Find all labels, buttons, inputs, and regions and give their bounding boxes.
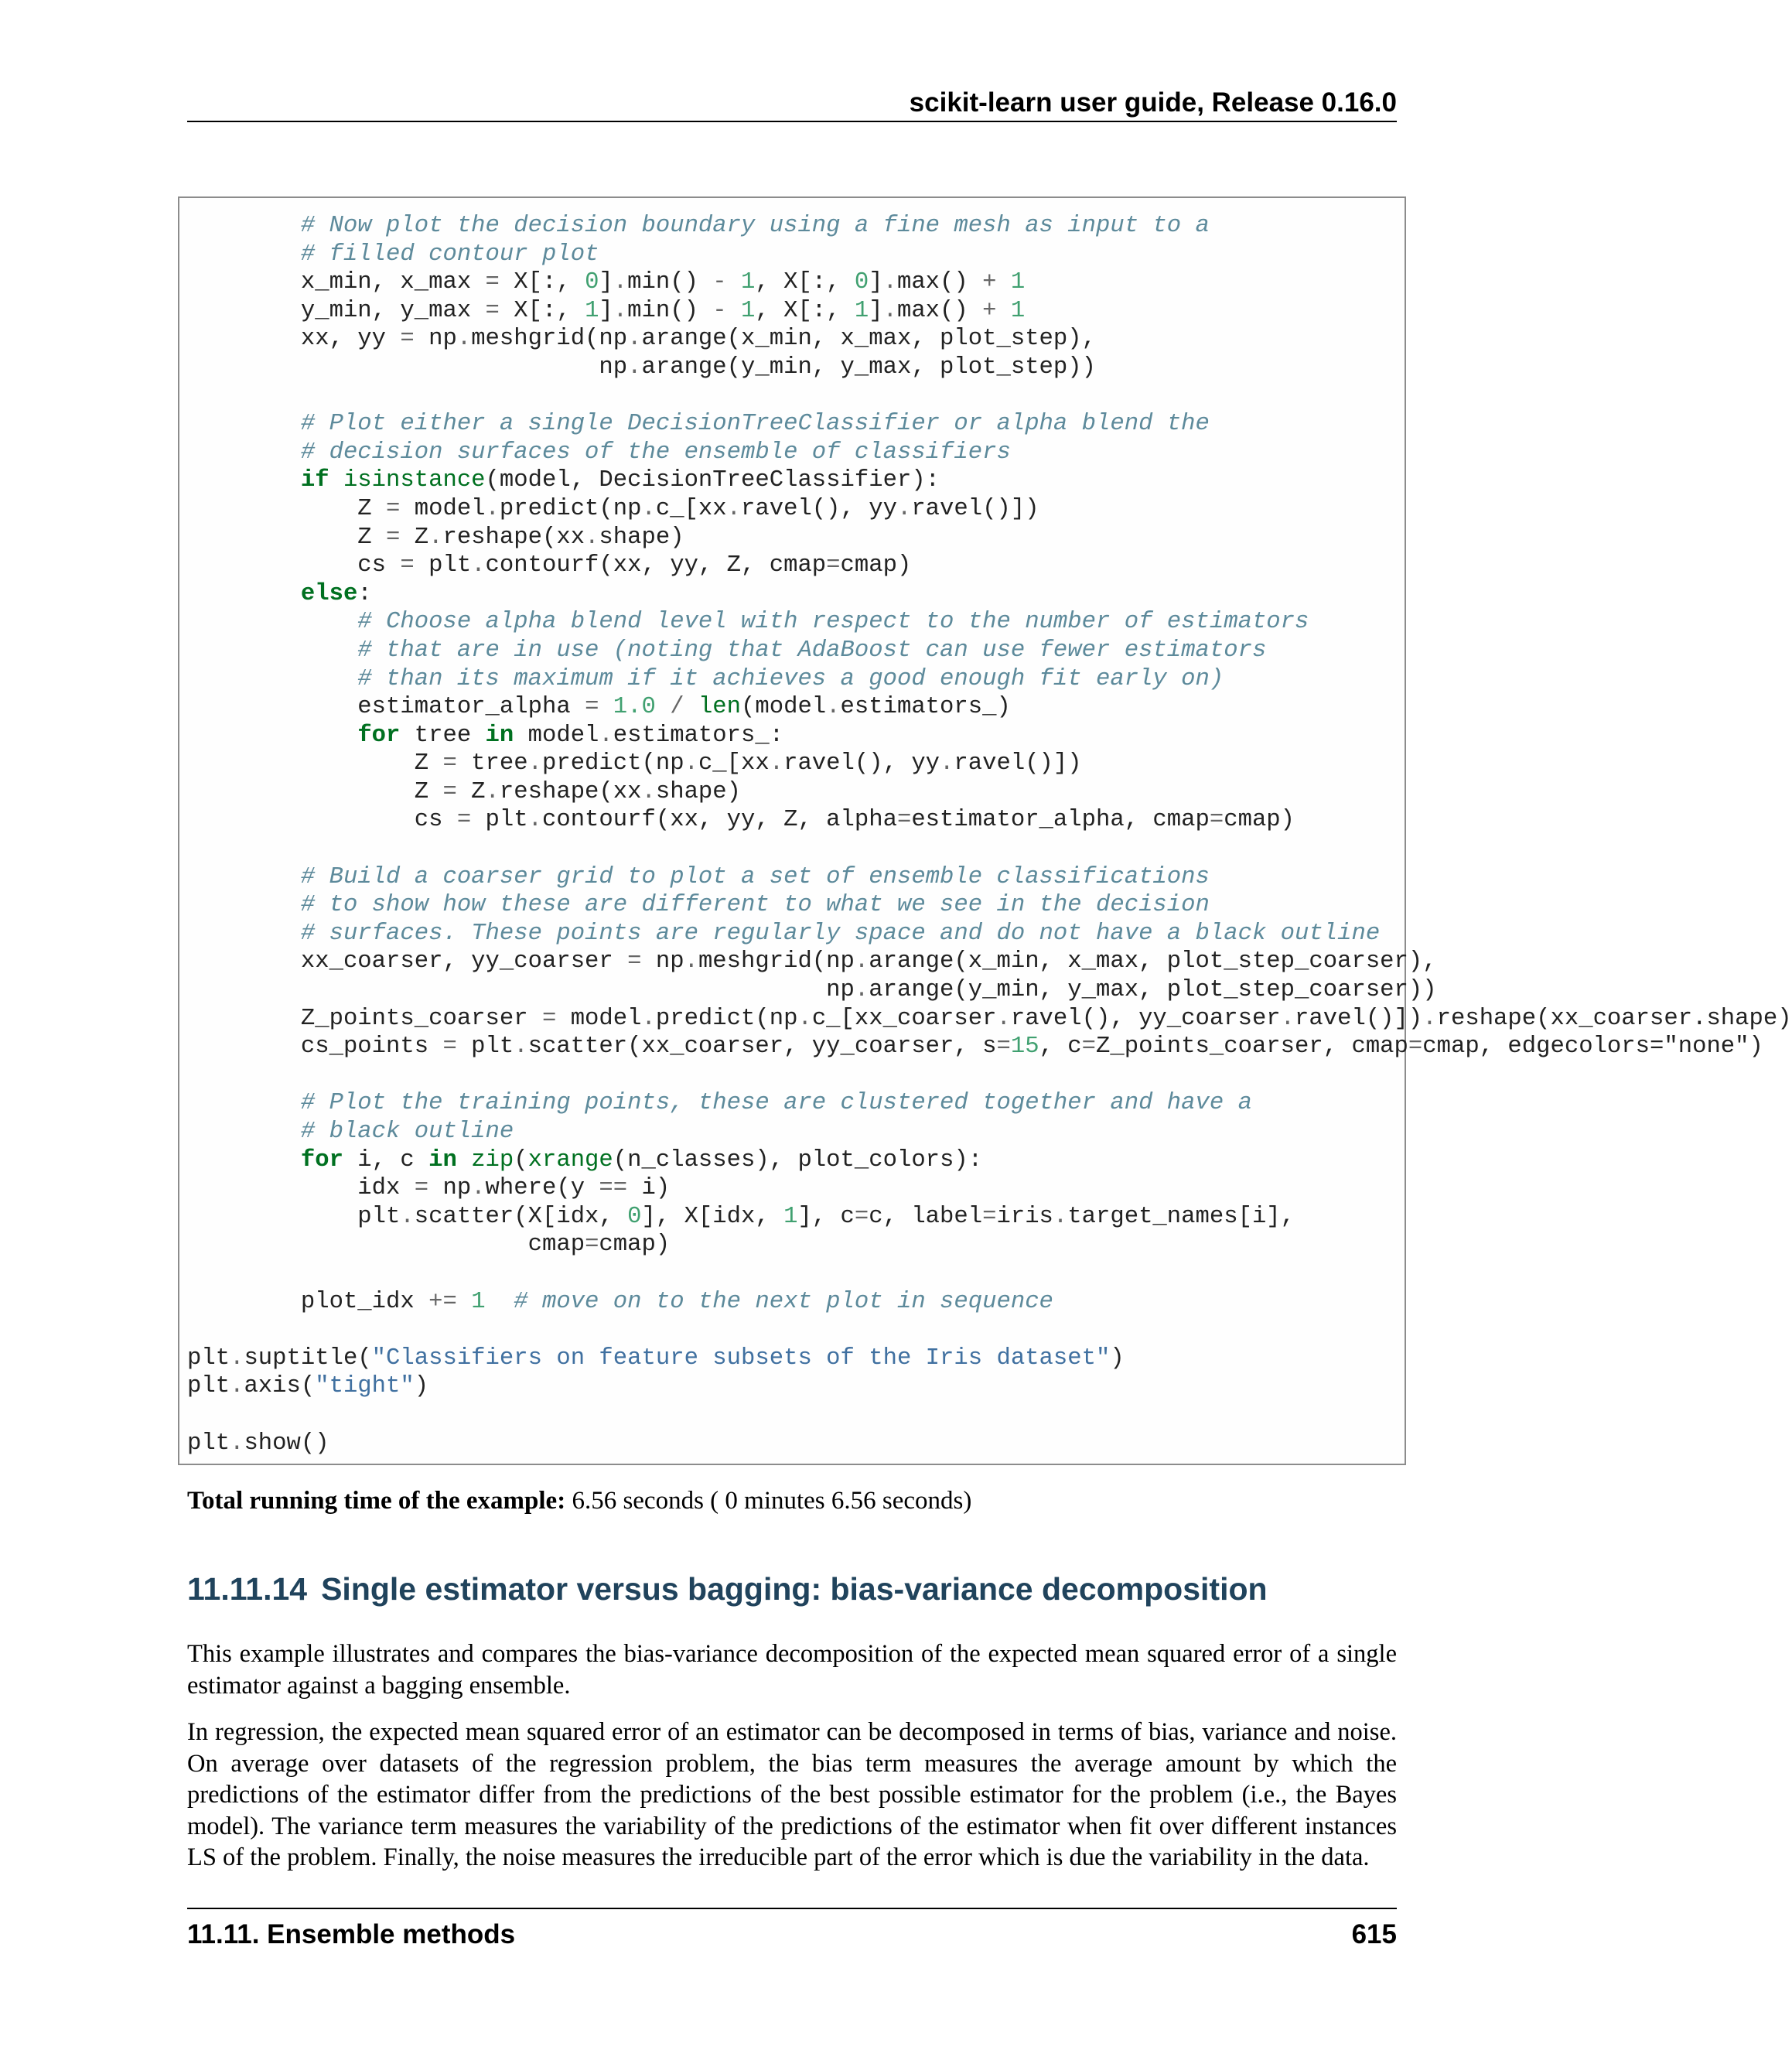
running-time-label: Total running time of the example: (187, 1487, 566, 1515)
code-comment: # filled contour plot (300, 241, 599, 268)
code-listing: # Now plot the decision boundary using a fine mesh as input to a # filled contour plot x_min, x_max = X[:, 0].min() - 1, X[:, 0].max() + 1 y_min, y_max = X[:, 1].min() - 1, X[:, 1].max() + 1 xx, yy = np.meshgrid(np.arange(x_min, x_max, plot_step), np.arange(y_min, y_max, plot_step)) # Plot either a single DecisionTreeClassifier or alpha blend the # decision surfaces of the ensemble of classifiers if isinstance(model, DecisionTreeClassifier): Z = model.predict(np.c_[xx.ravel(), yy.ravel()]) Z = Z.reshape(xx.shape) cs = plt.contourf(xx, yy, Z, cmap=cmap) else: # Choose alpha blend level with respect to the number of estimators # that are in use (noting that AdaBoost can use fewer estimators # than its maximum if it achieves a good enough fit early on) estimator_alpha = 1.0 / len(model.estimators_) for tree in model.estimators_: Z = tree.predict(np.c_[xx.ravel(), yy.ravel()]) Z = Z.reshape(xx.shape) cs = plt.contourf(xx, yy, Z, alpha=estimator_alpha, cmap=cmap) # Build a coarser grid to plot a set of ensemble classifications # to show how these are different to what we see in the decision # surfaces. These points are regularly space and do not have a black outline xx_coarser, yy_coarser = np.meshgrid(np.arange(x_min, x_max, plot_step_coarser), np.arange(y_min, y_max, plot_step_coarser)) Z_points_coarser = model.predict(np.c_[xx_coarser.ravel(), yy_coarser.ravel()]).reshape(xx_coarser.shape) cs_points = plt.scatter(xx_coarser, yy_coarser, s=15, c=Z_points_coarser, cmap=cmap, edgecolors="none") # Plot the training points, these are clustered together and have a # black outline for i, c in zip(xrange(n_classes), plot_colors): idx = np.where(y == i) plt.scatter(X[idx, 0], X[idx, 1], c=c, label=iris.target_names[i], cmap=cmap) plot_idx += 1 # move on to the next plot in sequence plt.suptitle("Classifiers on feature subsets of the Iris dataset") plt.axis("tight") plt.show() (187, 213, 1792, 1457)
running-header-title: scikit-learn user guide, Release 0.16.0 (909, 87, 1397, 118)
regression-paragraph: In regression, the expected mean squared error of an estimator can be decomposed in terms of bias, variance and noise. On average over datasets of the regression problem, the bias term measures the average amount by which the predictions of the estimator differ from the predictions of the best possible estimator for the problem (i.e., the Bayes model). The variance term measures the variability of the predictions of the estimator when fit over different instances LS of the problem. Finally, the noise measures the irreducible part of the error which is due the variability in the data. (187, 1718, 1397, 1871)
code-block (178, 196, 1792, 1465)
running-time-note (187, 1485, 971, 1516)
code-string: "tight" (315, 1373, 415, 1400)
code-comment: # move on to the next plot in sequence (514, 1288, 1053, 1315)
code-comment: # black outline (300, 1119, 514, 1145)
code-comment: # surfaces. These points are regularly space and do not have a black outline (300, 920, 1381, 947)
code-comment: # Plot the training points, these are clustered together and have a (300, 1090, 1252, 1117)
code-comment: # Now plot the decision boundary using a fine mesh as input to a (300, 213, 1210, 239)
code-comment: # decision surfaces of the ensemble of classifiers (300, 439, 1011, 466)
page-footer (187, 1908, 1397, 1954)
footer-section: 11.11. Ensemble methods (187, 1919, 516, 1949)
code-comment: # Choose alpha blend level with respect to the number of estimators (357, 609, 1309, 636)
code-comment: # Build a coarser grid to plot a set of ensemble classifications (300, 863, 1210, 890)
page-number: 615 (1351, 1919, 1397, 1949)
section-title: Single estimator versus bagging: bias-variance decomposition (321, 1571, 1268, 1607)
code-comment: # that are in use (noting that AdaBoost can use fewer estimators (357, 637, 1267, 664)
running-time-value: 6.56 seconds ( 0 minutes 6.56 seconds) (572, 1487, 972, 1515)
section-number: 11.11.14 (187, 1571, 308, 1607)
code-comment: # Plot either a single DecisionTreeClassifier or alpha blend the (300, 411, 1210, 438)
running-header (187, 87, 1397, 122)
code-comment: # than its maximum if it achieves a good enough fit early on) (357, 665, 1224, 692)
code-comment: # to show how these are different to what we see in the decision (300, 892, 1210, 919)
intro-paragraph: This example illustrates and compares the bias-variance decomposition of the expected mean squared error of a single estimator against a bagging ensemble. (187, 1640, 1397, 1700)
section-heading (187, 1570, 1268, 1608)
code-string: "Classifiers on feature subsets of the Iris dataset" (371, 1344, 1111, 1372)
